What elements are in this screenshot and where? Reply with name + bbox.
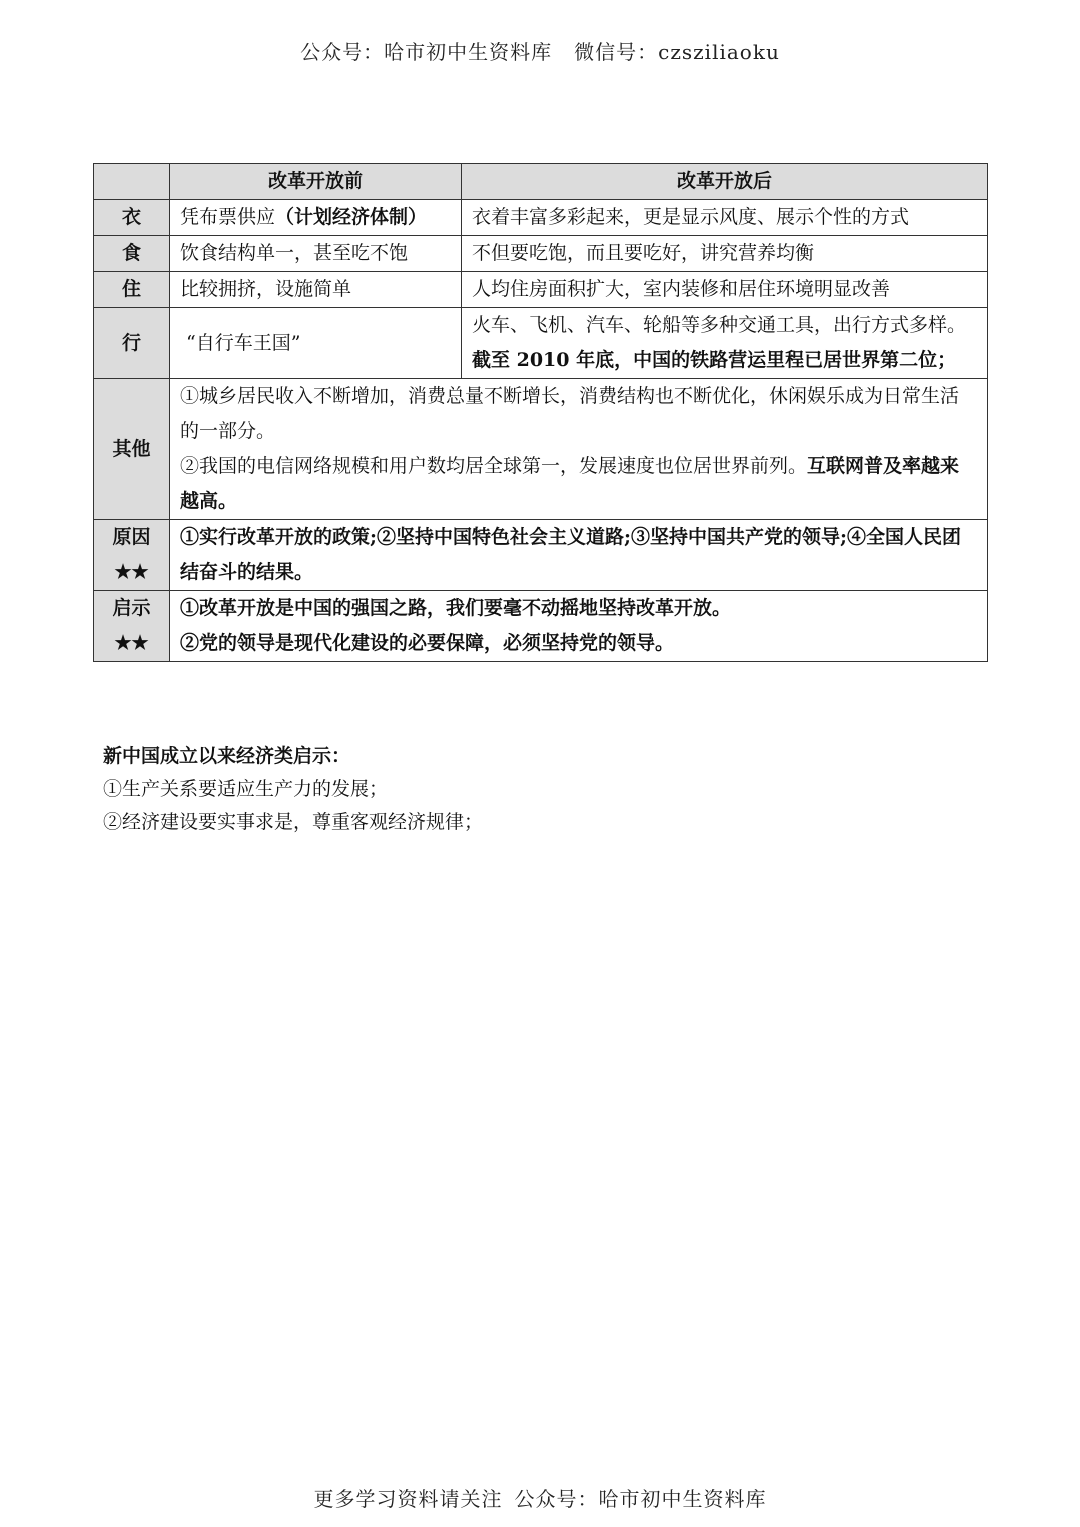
- table-row-inspiration: [94, 591, 988, 662]
- reason-stars: ★★: [114, 561, 149, 583]
- transport-after-bold: 截至 2010 年底，中国的铁路营运里程已居世界第二位；: [472, 349, 957, 371]
- other-paragraph-2-bold: 互联网普及率越来越高。: [180, 455, 960, 512]
- row-label-clothing: 衣: [94, 200, 170, 236]
- table-row-other: [94, 379, 988, 520]
- table-row-transport: [94, 308, 988, 379]
- inspiration-label-text: 启示: [112, 597, 151, 619]
- cell-other: [170, 379, 988, 520]
- table-row-reason: [94, 520, 988, 591]
- table-row-housing: [94, 272, 988, 308]
- page-header: [0, 36, 1080, 65]
- notes-item-1: ①生产关系要适应生产力的发展；: [103, 778, 389, 800]
- cell-reason: ①实行改革开放的政策;②坚持中国特色社会主义道路;③坚持中国共产党的领导;④全国人民团结奋斗的结果。: [170, 520, 988, 591]
- reason-label-text: 原因: [112, 526, 151, 548]
- header-account-name: 公众号：哈市初中生资料库: [300, 40, 553, 64]
- table-row-food: [94, 236, 988, 272]
- row-label-reason: [94, 520, 170, 591]
- table-header-row: [94, 164, 988, 200]
- cell-clothing-after: 衣着丰富多彩起来，更是显示风度、展示个性的方式: [462, 200, 988, 236]
- cell-food-after: 不但要吃饱，而且要吃好，讲究营养均衡: [462, 236, 988, 272]
- cell-inspiration: [170, 591, 988, 662]
- cell-transport-after: [462, 308, 988, 379]
- economic-notes: [103, 740, 483, 839]
- transport-before-text: “自行车王国”: [186, 331, 301, 354]
- inspiration-stars: ★★: [114, 632, 149, 654]
- column-header-after: 改革开放后: [462, 164, 988, 200]
- row-label-inspiration: [94, 591, 170, 662]
- transport-after-text: 火车、飞机、汽车、轮船等多种交通工具，出行方式多样。: [472, 314, 967, 336]
- cell-clothing-before: [170, 200, 462, 236]
- other-paragraph-2: [180, 449, 977, 519]
- notes-item-2: ②经济建设要实事求是，尊重客观经济规律；: [103, 811, 484, 833]
- other-paragraph-1: ①城乡居民收入不断增加，消费总量不断增长，消费结构也不断优化，休闲娱乐成为日常生活的一部分。: [180, 385, 960, 442]
- row-label-food: 食: [94, 236, 170, 272]
- notes-title: 新中国成立以来经济类启示：: [103, 745, 351, 767]
- table-row-clothing: [94, 200, 988, 236]
- cell-housing-after: 人均住房面积扩大，室内装修和居住环境明显改善: [462, 272, 988, 308]
- cell-food-before: 饮食结构单一，甚至吃不饱: [170, 236, 462, 272]
- inspiration-line-1: ①改革开放是中国的强国之路，我们要毫不动摇地坚持改革开放。: [180, 597, 732, 619]
- row-label-transport: 行: [94, 308, 170, 379]
- clothing-before-bold: （计划经济体制）: [275, 206, 428, 228]
- cell-housing-before: 比较拥挤，设施简单: [170, 272, 462, 308]
- column-header-before: 改革开放前: [170, 164, 462, 200]
- header-wechat-id: 微信号：czsziliaoku: [574, 40, 780, 64]
- comparison-table: [93, 163, 988, 662]
- clothing-before-text: 凭布票供应: [180, 206, 276, 228]
- inspiration-line-2: ②党的领导是现代化建设的必要保障，必须坚持党的领导。: [180, 632, 675, 654]
- header-corner-cell: [94, 164, 170, 200]
- footer-account-name: 公众号：哈市初中生资料库: [514, 1487, 767, 1511]
- other-paragraph-2-text: ②我国的电信网络规模和用户数均居全球第一，发展速度也位居世界前列。: [180, 455, 808, 477]
- row-label-housing: 住: [94, 272, 170, 308]
- row-label-other: 其他: [94, 379, 170, 520]
- page-footer: [0, 1483, 1080, 1512]
- cell-transport-before: [170, 308, 462, 379]
- footer-follow-text: 更多学习资料请关注: [313, 1487, 503, 1511]
